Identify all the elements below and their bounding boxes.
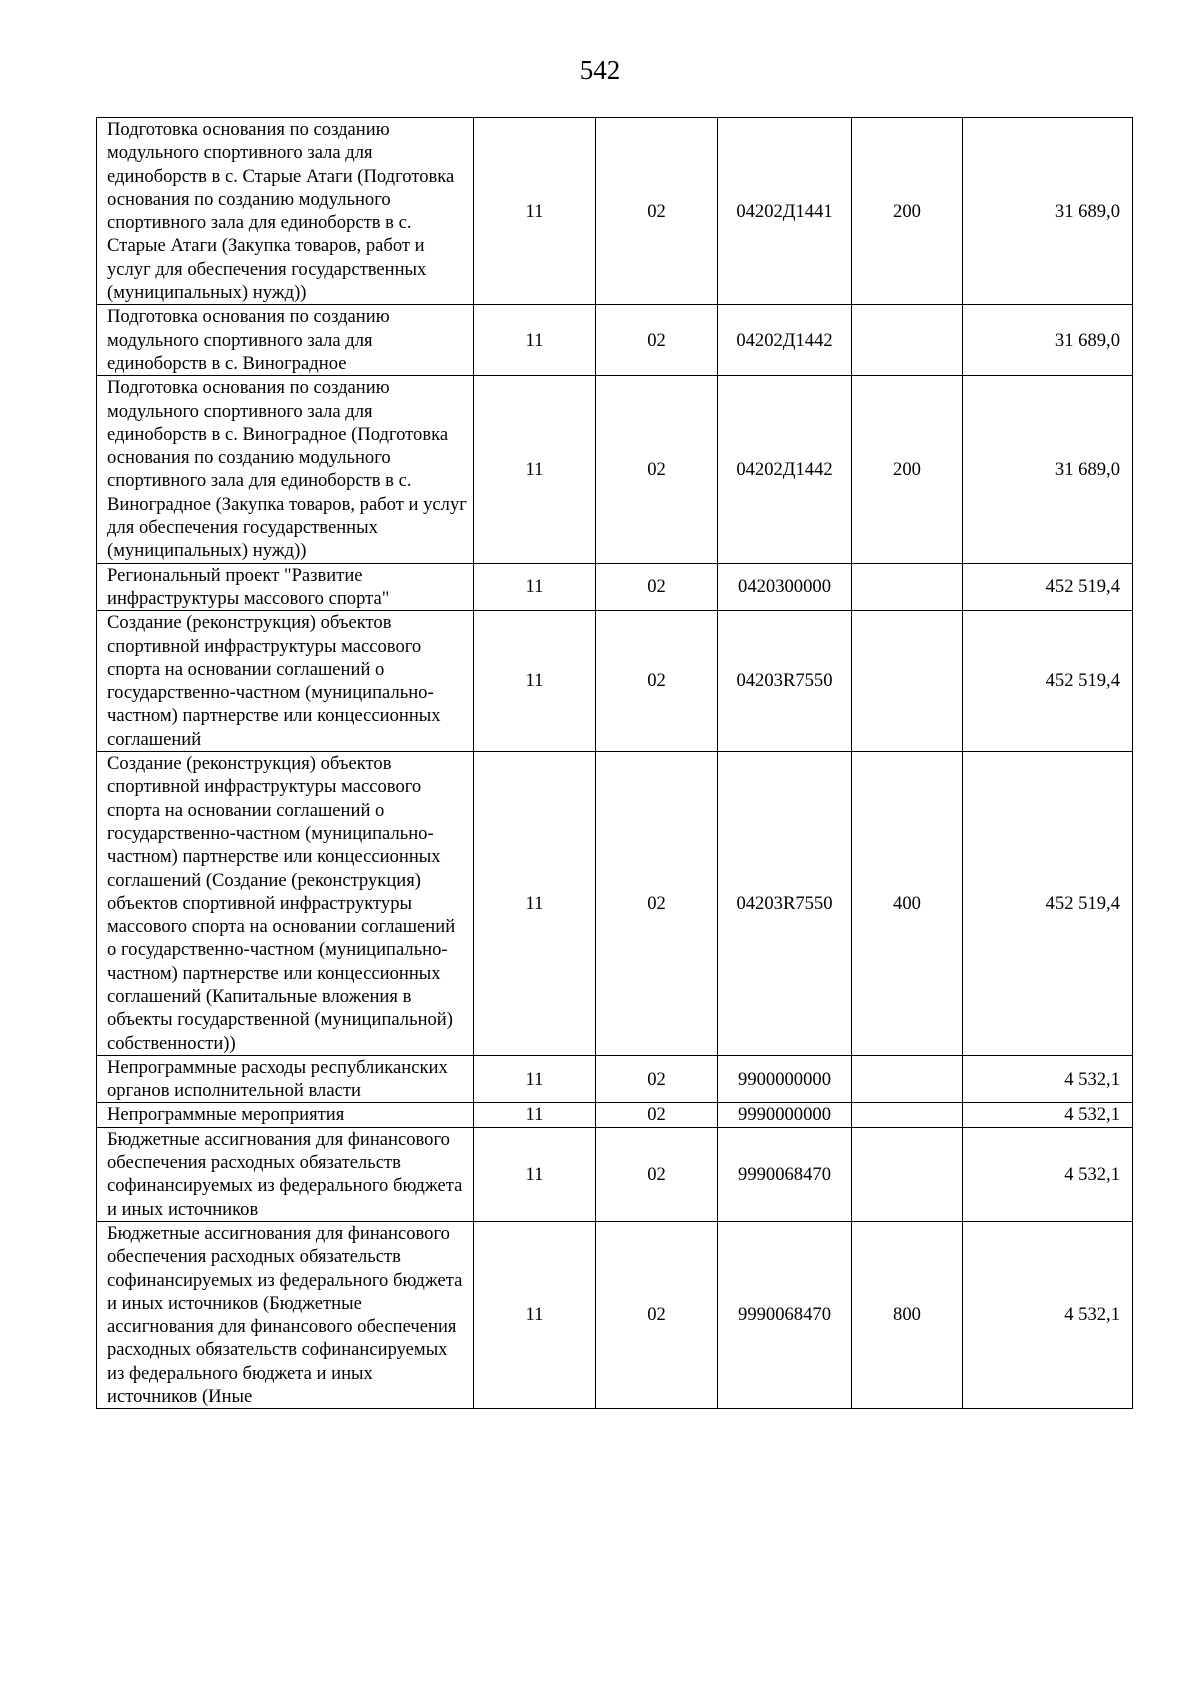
row-amount: 452 519,4 <box>963 611 1133 752</box>
row-amount: 4 532,1 <box>963 1055 1133 1103</box>
row-expense-type <box>852 611 963 752</box>
row-subsection: 02 <box>596 752 718 1056</box>
row-expense-type <box>852 1103 963 1127</box>
row-name: Создание (реконструкция) объектов спортивной инфраструктуры массового спорта на основании соглашений о государственно-частном (муниципально-частном) партнерстве или концессионных соглашений (Создание (реконструкция) объектов спортивной инфраструктуры массового спорта на основании соглашений о государственно-частном (муниципально-частном) партнерстве или концессионных соглашений (Капитальные вложения в объекты государственной (муниципальной) собственности)) <box>97 752 474 1056</box>
budget-table <box>96 117 1133 1409</box>
table-row <box>97 1221 1133 1408</box>
row-section: 11 <box>474 376 596 563</box>
row-target-code: 04202Д1442 <box>718 376 852 563</box>
row-subsection: 02 <box>596 563 718 611</box>
row-amount: 4 532,1 <box>963 1127 1133 1221</box>
row-expense-type <box>852 563 963 611</box>
table-row <box>97 118 1133 305</box>
row-name: Подготовка основания по созданию модульного спортивного зала для единоборств в с. Виноградное <box>97 305 474 376</box>
row-section: 11 <box>474 563 596 611</box>
row-section: 11 <box>474 1127 596 1221</box>
table-row <box>97 1103 1133 1127</box>
row-name: Непрограммные мероприятия <box>97 1103 474 1127</box>
row-expense-type: 400 <box>852 752 963 1056</box>
row-target-code: 04203R7550 <box>718 611 852 752</box>
row-name: Бюджетные ассигнования для финансового обеспечения расходных обязательств софинансируемых из федерального бюджета и иных источников <box>97 1127 474 1221</box>
table-row <box>97 752 1133 1056</box>
row-name: Создание (реконструкция) объектов спортивной инфраструктуры массового спорта на основании соглашений о государственно-частном (муниципально-частном) партнерстве или концессионных соглашений <box>97 611 474 752</box>
row-amount: 452 519,4 <box>963 752 1133 1056</box>
row-section: 11 <box>474 611 596 752</box>
row-name: Бюджетные ассигнования для финансового обеспечения расходных обязательств софинансируемых из федерального бюджета и иных источников (Бюджетные ассигнования для финансового обеспечения расходных обязательств софинансируемых из федерального бюджета и иных источников (Иные <box>97 1221 474 1408</box>
row-subsection: 02 <box>596 1221 718 1408</box>
table-row <box>97 305 1133 376</box>
row-amount: 31 689,0 <box>963 118 1133 305</box>
row-name: Региональный проект "Развитие инфраструктуры массового спорта" <box>97 563 474 611</box>
row-target-code: 9990068470 <box>718 1127 852 1221</box>
row-target-code: 0420300000 <box>718 563 852 611</box>
row-subsection: 02 <box>596 1127 718 1221</box>
table-row <box>97 1055 1133 1103</box>
page-number: 542 <box>579 55 621 85</box>
row-amount: 452 519,4 <box>963 563 1133 611</box>
row-amount: 31 689,0 <box>963 305 1133 376</box>
row-amount: 4 532,1 <box>963 1221 1133 1408</box>
row-target-code: 9990000000 <box>718 1103 852 1127</box>
row-section: 11 <box>474 1103 596 1127</box>
row-name: Подготовка основания по созданию модульного спортивного зала для единоборств в с. Старые Атаги (Подготовка основания по созданию модульного спортивного зала для единоборств в с. Старые Атаги (Закупка товаров, работ и услуг для обеспечения государственных (муниципальных) нужд)) <box>97 118 474 305</box>
row-section: 11 <box>474 1055 596 1103</box>
row-section: 11 <box>474 305 596 376</box>
row-section: 11 <box>474 118 596 305</box>
row-name: Непрограммные расходы республиканских органов исполнительной власти <box>97 1055 474 1103</box>
row-subsection: 02 <box>596 376 718 563</box>
table-row <box>97 611 1133 752</box>
row-expense-type <box>852 1055 963 1103</box>
row-target-code: 9900000000 <box>718 1055 852 1103</box>
row-expense-type <box>852 305 963 376</box>
table-row <box>97 376 1133 563</box>
row-subsection: 02 <box>596 1103 718 1127</box>
row-subsection: 02 <box>596 611 718 752</box>
row-amount: 31 689,0 <box>963 376 1133 563</box>
table-row <box>97 1127 1133 1221</box>
row-expense-type: 200 <box>852 118 963 305</box>
row-subsection: 02 <box>596 1055 718 1103</box>
row-target-code: 04203R7550 <box>718 752 852 1056</box>
row-name: Подготовка основания по созданию модульного спортивного зала для единоборств в с. Виноградное (Подготовка основания по созданию модульного спортивного зала для единоборств в с. Виноградное (Закупка товаров, работ и услуг для обеспечения государственных (муниципальных) нужд)) <box>97 376 474 563</box>
row-subsection: 02 <box>596 118 718 305</box>
row-target-code: 04202Д1442 <box>718 305 852 376</box>
table-row <box>97 563 1133 611</box>
row-expense-type <box>852 1127 963 1221</box>
row-expense-type: 200 <box>852 376 963 563</box>
row-target-code: 9990068470 <box>718 1221 852 1408</box>
row-expense-type: 800 <box>852 1221 963 1408</box>
row-amount: 4 532,1 <box>963 1103 1133 1127</box>
row-subsection: 02 <box>596 305 718 376</box>
row-section: 11 <box>474 1221 596 1408</box>
row-target-code: 04202Д1441 <box>718 118 852 305</box>
row-section: 11 <box>474 752 596 1056</box>
